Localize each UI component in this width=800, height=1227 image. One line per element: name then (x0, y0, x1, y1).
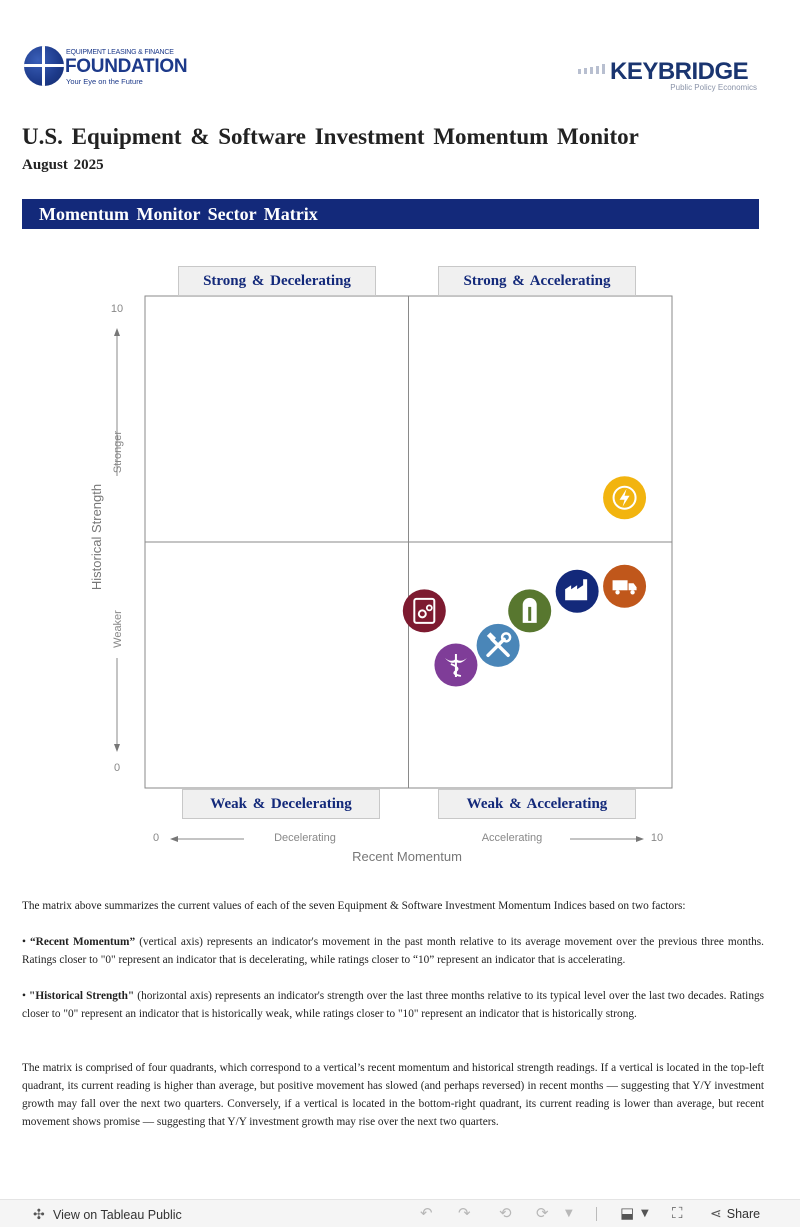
quadrant-label-strong-decelerating: Strong & Decelerating (178, 266, 376, 296)
y-direction-label-weaker: Weaker (112, 610, 124, 648)
y-arrow-up-head (114, 328, 120, 336)
share-label: Share (726, 1207, 761, 1221)
data-point[interactable] (508, 589, 551, 632)
description-quadrants: The matrix is comprised of four quadrants, which correspond to a vertical’s recent momentum and historical strength readings. If a vertical is located in the top-left quadrant, its current reading is higher than average, but positive movement has slowed (and perhaps reversed) in recent months — suggesting that Y/Y investment growth may fall over the next two quarters. Conversely, if a vertical is located in the bottom-right quadrant, its current reading is lower than average, but recent movement shows promise — suggesting that Y/Y investment growth may rise over the next two quarters. (22, 1062, 764, 1128)
description-intro: The matrix above summarizes the current values of each of the seven Equipment & Software Investment Momentum Indices based on two factors: (22, 900, 686, 912)
y-arrow-down-head (114, 744, 120, 752)
toolbar-divider (596, 1207, 597, 1221)
x-tick-label: 0 (152, 832, 160, 844)
bullet-text: (horizontal axis) represents an indicator's strength over the last three months relative to its typical level over the last two decades. Ratings closer to "0" represent an indicator that is historically weak, while ratings closer to "10" represent an indicator that is historically strong. (22, 990, 765, 1020)
share-button[interactable] (710, 1206, 760, 1222)
x-direction-label-accelerating: Accelerating (481, 832, 543, 844)
revert-icon[interactable]: ⟲ (499, 1204, 512, 1222)
elf-logo-wordmark: FOUNDATION (65, 56, 188, 77)
y-axis-title: Historical Strength (89, 483, 104, 591)
elf-logo-tagline: Your Eye on the Future (66, 77, 143, 86)
description-bullet-recent-momentum: • “Recent Momentum” (vertical axis) represents an indicator's movement in the past month relative to its average movement over the previous three months. Ratings closer to "0" represent an indicator that is decelerating, while ratings closer to “10” represent an indicator that is accelerating. (22, 936, 765, 966)
keybridge-wordmark: KEYBRIDGE (610, 58, 749, 85)
keybridge-bars-icon (578, 64, 610, 74)
data-point[interactable] (603, 565, 646, 608)
refresh-icon[interactable]: ⟳ (536, 1204, 549, 1222)
view-on-tableau-label: View on Tableau Public (53, 1208, 182, 1222)
data-point[interactable] (603, 476, 646, 519)
elf-logo-small-text: EQUIPMENT LEASING & FINANCE (66, 49, 174, 56)
download-dropdown-icon[interactable]: ▼ (641, 1208, 649, 1219)
page-title: U.S. Equipment & Software Investment Momentum Monitor (22, 124, 639, 149)
bullet-text: (vertical axis) represents an indicator's movement in the past month relative to its average movement over the previous three months. Ratings closer to "0" represent an indicator that is decelerating, while ratings closer to “10” represent an indicator that is accelerating. (22, 936, 765, 966)
page-subtitle: August 2025 (22, 157, 104, 173)
silo-icon (523, 598, 537, 623)
section-banner-label: Momentum Monitor Sector Matrix (39, 204, 318, 224)
keybridge-tagline: Public Policy Economics (670, 83, 757, 92)
section-banner (22, 199, 759, 229)
quadrant-label-weak-accelerating: Weak & Accelerating (438, 789, 636, 819)
elf-foundation-logo (24, 46, 204, 90)
keybridge-logo (578, 58, 763, 98)
x-tick-label: 10 (650, 832, 664, 844)
globe-icon (24, 46, 64, 86)
undo-icon[interactable]: ↶ (420, 1204, 433, 1222)
tableau-toolbar (0, 1199, 800, 1227)
description-bullet-historical-strength: • "Historical Strength" (horizontal axis) represents an indicator's strength over the last three months relative to its typical level over the last two decades. Ratings closer to "0" represent an indicator that is historically weak, while ratings closer to "10" represent an indicator that is historically strong. (22, 990, 765, 1020)
x-arrow-right-head (636, 836, 644, 842)
quadrant-label-strong-accelerating: Strong & Accelerating (438, 266, 636, 296)
x-arrow-left-head (170, 836, 178, 842)
data-point[interactable] (434, 644, 477, 687)
x-axis-title: Recent Momentum (352, 849, 462, 864)
share-icon: ⋖ (710, 1206, 722, 1222)
pause-dropdown-icon[interactable]: ▼ (565, 1208, 573, 1219)
x-direction-label-decelerating: Decelerating (274, 832, 336, 844)
view-on-tableau-button[interactable] (33, 1206, 182, 1223)
download-icon[interactable]: ⬓ (620, 1204, 635, 1222)
sector-matrix-chart (0, 240, 800, 880)
data-point[interactable] (403, 589, 446, 632)
y-tick-label: 10 (110, 303, 124, 315)
bullet-term: "Historical Strength" (29, 990, 135, 1002)
quadrant-label-weak-decelerating: Weak & Decelerating (182, 789, 380, 819)
data-point[interactable] (556, 570, 599, 613)
y-direction-label-stronger: Stronger (112, 430, 124, 474)
redo-icon[interactable]: ↷ (458, 1204, 471, 1222)
y-tick-label: 0 (113, 762, 121, 774)
fullscreen-icon[interactable]: ⛶ (672, 1204, 683, 1222)
data-point[interactable] (477, 624, 520, 667)
tableau-logo-icon: ✣ (33, 1206, 45, 1222)
bullet-term: “Recent Momentum” (30, 936, 136, 948)
